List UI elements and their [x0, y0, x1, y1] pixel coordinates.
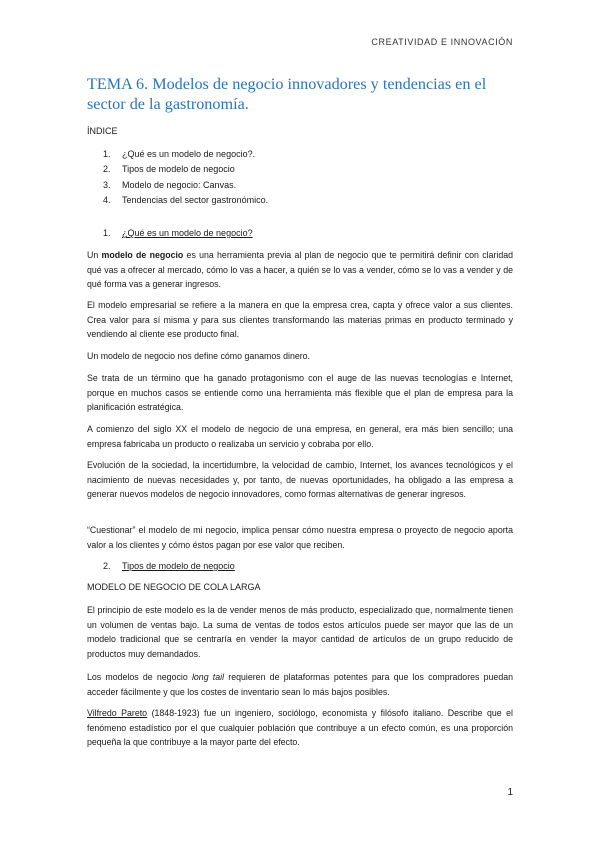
toc-item-label: Modelo de negocio: Canvas.: [122, 179, 237, 190]
text-run: (1848-1923) fue un ingeniero, sociólogo, economista y filósofo italiano. Describe que el fenómeno estadístico por el que cualquier población que contribuye a un efecto común, es una proporción pequeña la que contribuye a la mayor parte del efecto.: [87, 708, 514, 748]
toc-item: [103, 162, 268, 177]
text-run: requieren de plataformas potentes para que los compradores puedan acceder fácilmente y que los costes de inventario sean lo más bajos posibles.: [87, 672, 513, 697]
page-title: TEMA 6. Modelos de negocio innovadores y tendencias en el sector de la gastronomía.: [87, 75, 487, 113]
text-run: Los modelos de negocio: [87, 672, 192, 682]
toc-item: [103, 178, 268, 193]
paragraph: “Cuestionar” el modelo de mi negocio, implica pensar cómo nuestra empresa o proyecto de negocio aporta valor a los clientes y cómo éstos pagan por ese valor que reciben.: [87, 525, 513, 550]
paragraph: Evolución de la sociedad, la incertidumbre, la velocidad de cambio, Internet, los avances tecnológicos y el nacimiento de nuevas necesidades y, por tanto, de nuevas oportunidades, ha obligado a las empresa a generar nuevos modelos de negocio innovadores, como formas alternativas de generar ingresos.: [87, 460, 513, 500]
toc-item: [103, 147, 268, 162]
running-header: CREATIVIDAD E INNOVACIÓN: [371, 37, 513, 47]
section-number: 2.: [103, 561, 111, 571]
subsection-heading: MODELO DE NEGOCIO DE COLA LARGA: [87, 582, 261, 592]
section-number: 1.: [103, 228, 111, 238]
toc-item-number: 2.: [103, 164, 111, 175]
toc-item-number: 3.: [103, 179, 111, 190]
paragraph: [87, 670, 513, 699]
paragraph: [87, 706, 513, 750]
toc-item-number: 4.: [103, 194, 111, 205]
paragraph: El modelo empresarial se refiere a la manera en que la empresa crea, capta y ofrece valor a sus clientes. Crea valor para sí misma y para sus clientes transformando las materias primas en producto terminado y vendiendo al cliente ese producto final.: [87, 300, 513, 340]
toc-item-number: 1.: [103, 149, 111, 159]
paragraph: Un modelo de negocio nos define cómo ganamos dinero.: [87, 351, 310, 361]
toc-item-label: Tipos de modelo de negocio: [122, 164, 235, 175]
toc-item: [103, 193, 268, 208]
toc-item-label: ¿Qué es un modelo de negocio?.: [122, 149, 256, 159]
toc-item-label: Tendencias del sector gastronómico.: [122, 194, 269, 205]
italic-term: long tail: [191, 672, 225, 682]
section-title: Tipos de modelo de negocio: [122, 561, 235, 571]
section-heading-2: [103, 561, 235, 571]
paragraph: Se trata de un término que ha ganado protagonismo con el auge de las nuevas tecnologías e Internet, porque en muchos casos se entiende como una herramienta más flexible que el plan de empresa para la planificación estratégica.: [87, 373, 513, 413]
page-number: 1: [507, 787, 513, 798]
paragraph: [87, 248, 513, 292]
section-heading-1: [103, 228, 253, 238]
paragraph: El principio de este modelo es la de vender menos de más producto, especializado que, normalmente tienen un volumen de ventas bajo. La suma de ventas de todos estos artículos puede ser mayor que las de un modelo tradicional que se centraría en vender la mayor cantidad de artículos de un grupo reducido de productos muy demandados.: [87, 605, 513, 659]
text-run: Un: [87, 250, 102, 260]
text-run: es una herramienta previa al plan de negocio que te permitirá definir con claridad qué vas a ofrecer al mercado, cómo lo vas a hacer, a quién se lo vas a vender, cómo se lo vas a vender y de qué forma vas a generar ingresos.: [87, 250, 514, 290]
paragraph: A comienzo del siglo XX el modelo de negocio de una empresa, en general, era más bien sencillo; una empresa fabricaba un producto o realizaba un servicio y cobraba por ello.: [87, 424, 513, 449]
bold-term: modelo de negocio: [101, 250, 184, 260]
index-label: ÍNDICE: [87, 126, 118, 136]
underlined-name: Vilfredo Pareto: [87, 708, 148, 718]
section-title: ¿Qué es un modelo de negocio?: [122, 228, 253, 238]
table-of-contents: [103, 147, 268, 208]
